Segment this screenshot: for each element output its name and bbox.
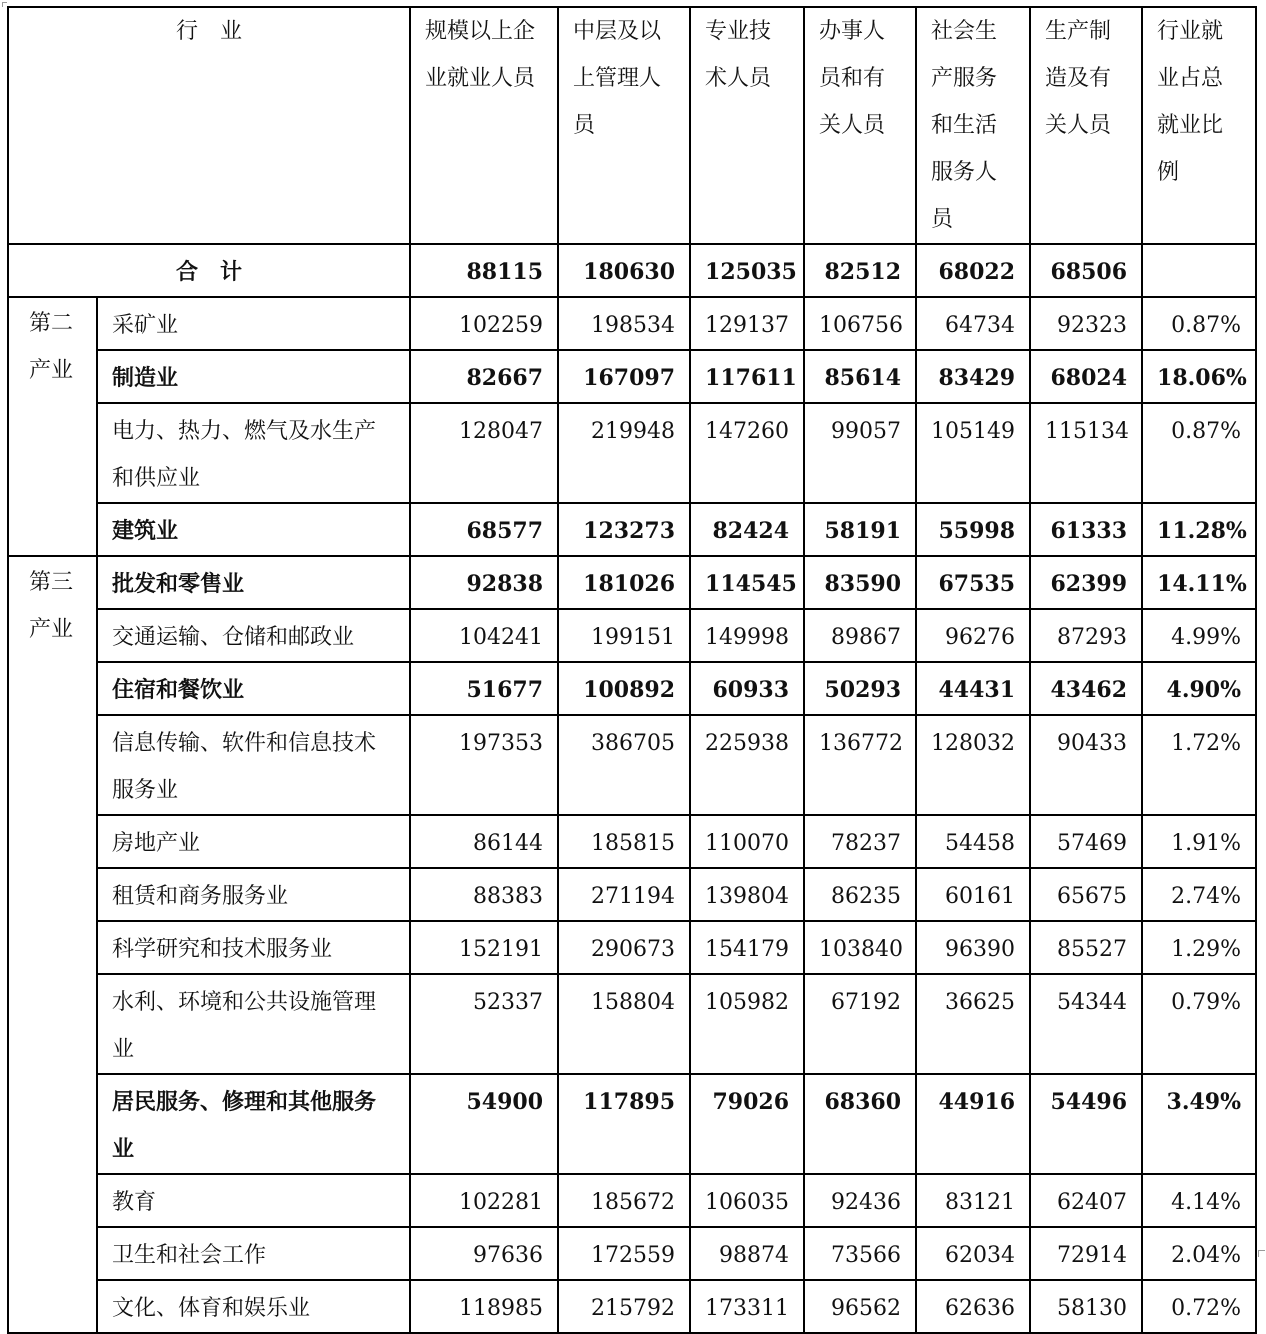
table-cell: 65675	[1030, 868, 1142, 921]
table-cell: 172559	[558, 1227, 690, 1280]
table-cell: 85614	[804, 350, 916, 403]
table-cell: 83429	[916, 350, 1030, 403]
industry-name: 采矿业	[97, 297, 410, 350]
table-cell: 67535	[916, 556, 1030, 609]
table-cell: 60933	[690, 662, 804, 715]
table-cell: 67192	[804, 974, 916, 1074]
share-cell: 0.79%	[1142, 974, 1256, 1074]
table-cell: 103840	[804, 921, 916, 974]
table-cell: 185672	[558, 1174, 690, 1227]
table-cell: 36625	[916, 974, 1030, 1074]
table-cell: 64734	[916, 297, 1030, 350]
table-cell: 167097	[558, 350, 690, 403]
table-cell: 98874	[690, 1227, 804, 1280]
table-cell: 115134	[1030, 403, 1142, 503]
table-cell: 82667	[410, 350, 558, 403]
total-row	[8, 244, 1256, 297]
share-cell: 14.11%	[1142, 556, 1256, 609]
table-cell: 68024	[1030, 350, 1142, 403]
header-row	[8, 7, 1256, 244]
table-cell: 290673	[558, 921, 690, 974]
table-cell: 73566	[804, 1227, 916, 1280]
table-cell: 99057	[804, 403, 916, 503]
column-header: 社会生产服务和生活服务人员	[916, 7, 1030, 244]
table-cell: 62034	[916, 1227, 1030, 1280]
table-cell: 83590	[804, 556, 916, 609]
table-cell: 88115	[410, 244, 558, 297]
table-row	[8, 1074, 1256, 1174]
table-cell: 100892	[558, 662, 690, 715]
table-cell: 68577	[410, 503, 558, 556]
table-cell: 215792	[558, 1280, 690, 1333]
column-header: 行业就业占总就业比例	[1142, 7, 1256, 244]
table-cell: 89867	[804, 609, 916, 662]
table-row	[8, 1174, 1256, 1227]
table-cell: 58130	[1030, 1280, 1142, 1333]
industry-name: 住宿和餐饮业	[97, 662, 410, 715]
table-cell: 72914	[1030, 1227, 1142, 1280]
table-cell: 52337	[410, 974, 558, 1074]
industry-name: 科学研究和技术服务业	[97, 921, 410, 974]
table-cell: 60161	[916, 868, 1030, 921]
table-cell: 68022	[916, 244, 1030, 297]
table-cell: 154179	[690, 921, 804, 974]
employment-table	[7, 6, 1257, 1334]
table-row	[8, 1227, 1256, 1280]
table-cell: 51677	[410, 662, 558, 715]
share-cell: 11.28%	[1142, 503, 1256, 556]
column-header: 办事人员和有关人员	[804, 7, 916, 244]
share-cell: 4.90%	[1142, 662, 1256, 715]
table-cell: 96390	[916, 921, 1030, 974]
table-cell: 185815	[558, 815, 690, 868]
table-cell: 219948	[558, 403, 690, 503]
table-cell: 123273	[558, 503, 690, 556]
industry-name: 居民服务、修理和其他服务业	[97, 1074, 410, 1174]
table-cell: 106035	[690, 1174, 804, 1227]
table-cell: 92436	[804, 1174, 916, 1227]
industry-name: 建筑业	[97, 503, 410, 556]
table-cell: 82512	[804, 244, 916, 297]
table-cell: 68360	[804, 1074, 916, 1174]
table-row	[8, 815, 1256, 868]
industry-header: 行 业	[8, 7, 410, 244]
table-cell: 197353	[410, 715, 558, 815]
table-cell: 199151	[558, 609, 690, 662]
table-cell: 86235	[804, 868, 916, 921]
table-cell: 117895	[558, 1074, 690, 1174]
share-cell: 1.72%	[1142, 715, 1256, 815]
table-cell: 68506	[1030, 244, 1142, 297]
table-cell: 117611	[690, 350, 804, 403]
table-cell: 43462	[1030, 662, 1142, 715]
share-cell: 0.72%	[1142, 1280, 1256, 1333]
share-cell: 4.14%	[1142, 1174, 1256, 1227]
share-cell: 2.74%	[1142, 868, 1256, 921]
table-cell: 136772	[804, 715, 916, 815]
table-cell: 198534	[558, 297, 690, 350]
industry-name: 水利、环境和公共设施管理业	[97, 974, 410, 1074]
share-cell: 0.87%	[1142, 403, 1256, 503]
table-cell: 62407	[1030, 1174, 1142, 1227]
table-cell: 128032	[916, 715, 1030, 815]
table-cell: 386705	[558, 715, 690, 815]
table-cell: 180630	[558, 244, 690, 297]
industry-name: 房地产业	[97, 815, 410, 868]
column-header: 专业技术人员	[690, 7, 804, 244]
table-cell: 57469	[1030, 815, 1142, 868]
column-header: 生产制造及有关人员	[1030, 7, 1142, 244]
table-row	[8, 556, 1256, 609]
table-cell: 129137	[690, 297, 804, 350]
share-cell: 0.87%	[1142, 297, 1256, 350]
table-cell: 105149	[916, 403, 1030, 503]
table-cell: 61333	[1030, 503, 1142, 556]
table-cell: 88383	[410, 868, 558, 921]
column-header: 规模以上企业就业人员	[410, 7, 558, 244]
table-cell: 79026	[690, 1074, 804, 1174]
table-cell: 54458	[916, 815, 1030, 868]
table-row	[8, 662, 1256, 715]
table-cell: 86144	[410, 815, 558, 868]
table-row	[8, 715, 1256, 815]
table-cell: 62636	[916, 1280, 1030, 1333]
industry-name: 文化、体育和娱乐业	[97, 1280, 410, 1333]
table-cell: 90433	[1030, 715, 1142, 815]
industry-name: 教育	[97, 1174, 410, 1227]
table-row	[8, 868, 1256, 921]
table-cell	[1142, 244, 1256, 297]
table-cell: 50293	[804, 662, 916, 715]
table-cell: 85527	[1030, 921, 1142, 974]
table-cell: 225938	[690, 715, 804, 815]
table-cell: 78237	[804, 815, 916, 868]
table-cell: 58191	[804, 503, 916, 556]
table-row	[8, 921, 1256, 974]
industry-name: 信息传输、软件和信息技术服务业	[97, 715, 410, 815]
table-row	[8, 1280, 1256, 1333]
table-cell: 102281	[410, 1174, 558, 1227]
total-label: 合 计	[8, 244, 410, 297]
table-cell: 97636	[410, 1227, 558, 1280]
table-cell: 96562	[804, 1280, 916, 1333]
table-cell: 105982	[690, 974, 804, 1074]
table-cell: 271194	[558, 868, 690, 921]
industry-name: 制造业	[97, 350, 410, 403]
table-cell: 114545	[690, 556, 804, 609]
page-corner-mark	[1258, 1250, 1265, 1257]
table-cell: 128047	[410, 403, 558, 503]
table-cell: 102259	[410, 297, 558, 350]
sector-label: 第二产业	[8, 297, 97, 556]
share-cell: 2.04%	[1142, 1227, 1256, 1280]
table-cell: 125035	[690, 244, 804, 297]
table-cell: 44431	[916, 662, 1030, 715]
table-cell: 149998	[690, 609, 804, 662]
table-cell: 92838	[410, 556, 558, 609]
table-cell: 152191	[410, 921, 558, 974]
table-cell: 118985	[410, 1280, 558, 1333]
table-row	[8, 350, 1256, 403]
table-cell: 44916	[916, 1074, 1030, 1174]
table-cell: 83121	[916, 1174, 1030, 1227]
table-row	[8, 297, 1256, 350]
table-cell: 54344	[1030, 974, 1142, 1074]
sector-label: 第三产业	[8, 556, 97, 1333]
table-cell: 54496	[1030, 1074, 1142, 1174]
industry-name: 批发和零售业	[97, 556, 410, 609]
share-cell: 4.99%	[1142, 609, 1256, 662]
table-cell: 62399	[1030, 556, 1142, 609]
industry-name: 卫生和社会工作	[97, 1227, 410, 1280]
share-cell: 3.49%	[1142, 1074, 1256, 1174]
table-cell: 173311	[690, 1280, 804, 1333]
table-cell: 110070	[690, 815, 804, 868]
column-header: 中层及以上管理人员	[558, 7, 690, 244]
table-cell: 92323	[1030, 297, 1142, 350]
table-cell: 87293	[1030, 609, 1142, 662]
table-cell: 181026	[558, 556, 690, 609]
table-cell: 158804	[558, 974, 690, 1074]
table-cell: 147260	[690, 403, 804, 503]
table-cell: 82424	[690, 503, 804, 556]
table-row	[8, 403, 1256, 503]
table-row	[8, 609, 1256, 662]
share-cell: 1.29%	[1142, 921, 1256, 974]
table-cell: 54900	[410, 1074, 558, 1174]
table-cell: 106756	[804, 297, 916, 350]
industry-name: 电力、热力、燃气及水生产和供应业	[97, 403, 410, 503]
table-cell: 55998	[916, 503, 1030, 556]
industry-name: 租赁和商务服务业	[97, 868, 410, 921]
table-row	[8, 974, 1256, 1074]
table-cell: 139804	[690, 868, 804, 921]
table-cell: 96276	[916, 609, 1030, 662]
table-row	[8, 503, 1256, 556]
share-cell: 18.06%	[1142, 350, 1256, 403]
share-cell: 1.91%	[1142, 815, 1256, 868]
industry-name: 交通运输、仓储和邮政业	[97, 609, 410, 662]
table-cell: 104241	[410, 609, 558, 662]
